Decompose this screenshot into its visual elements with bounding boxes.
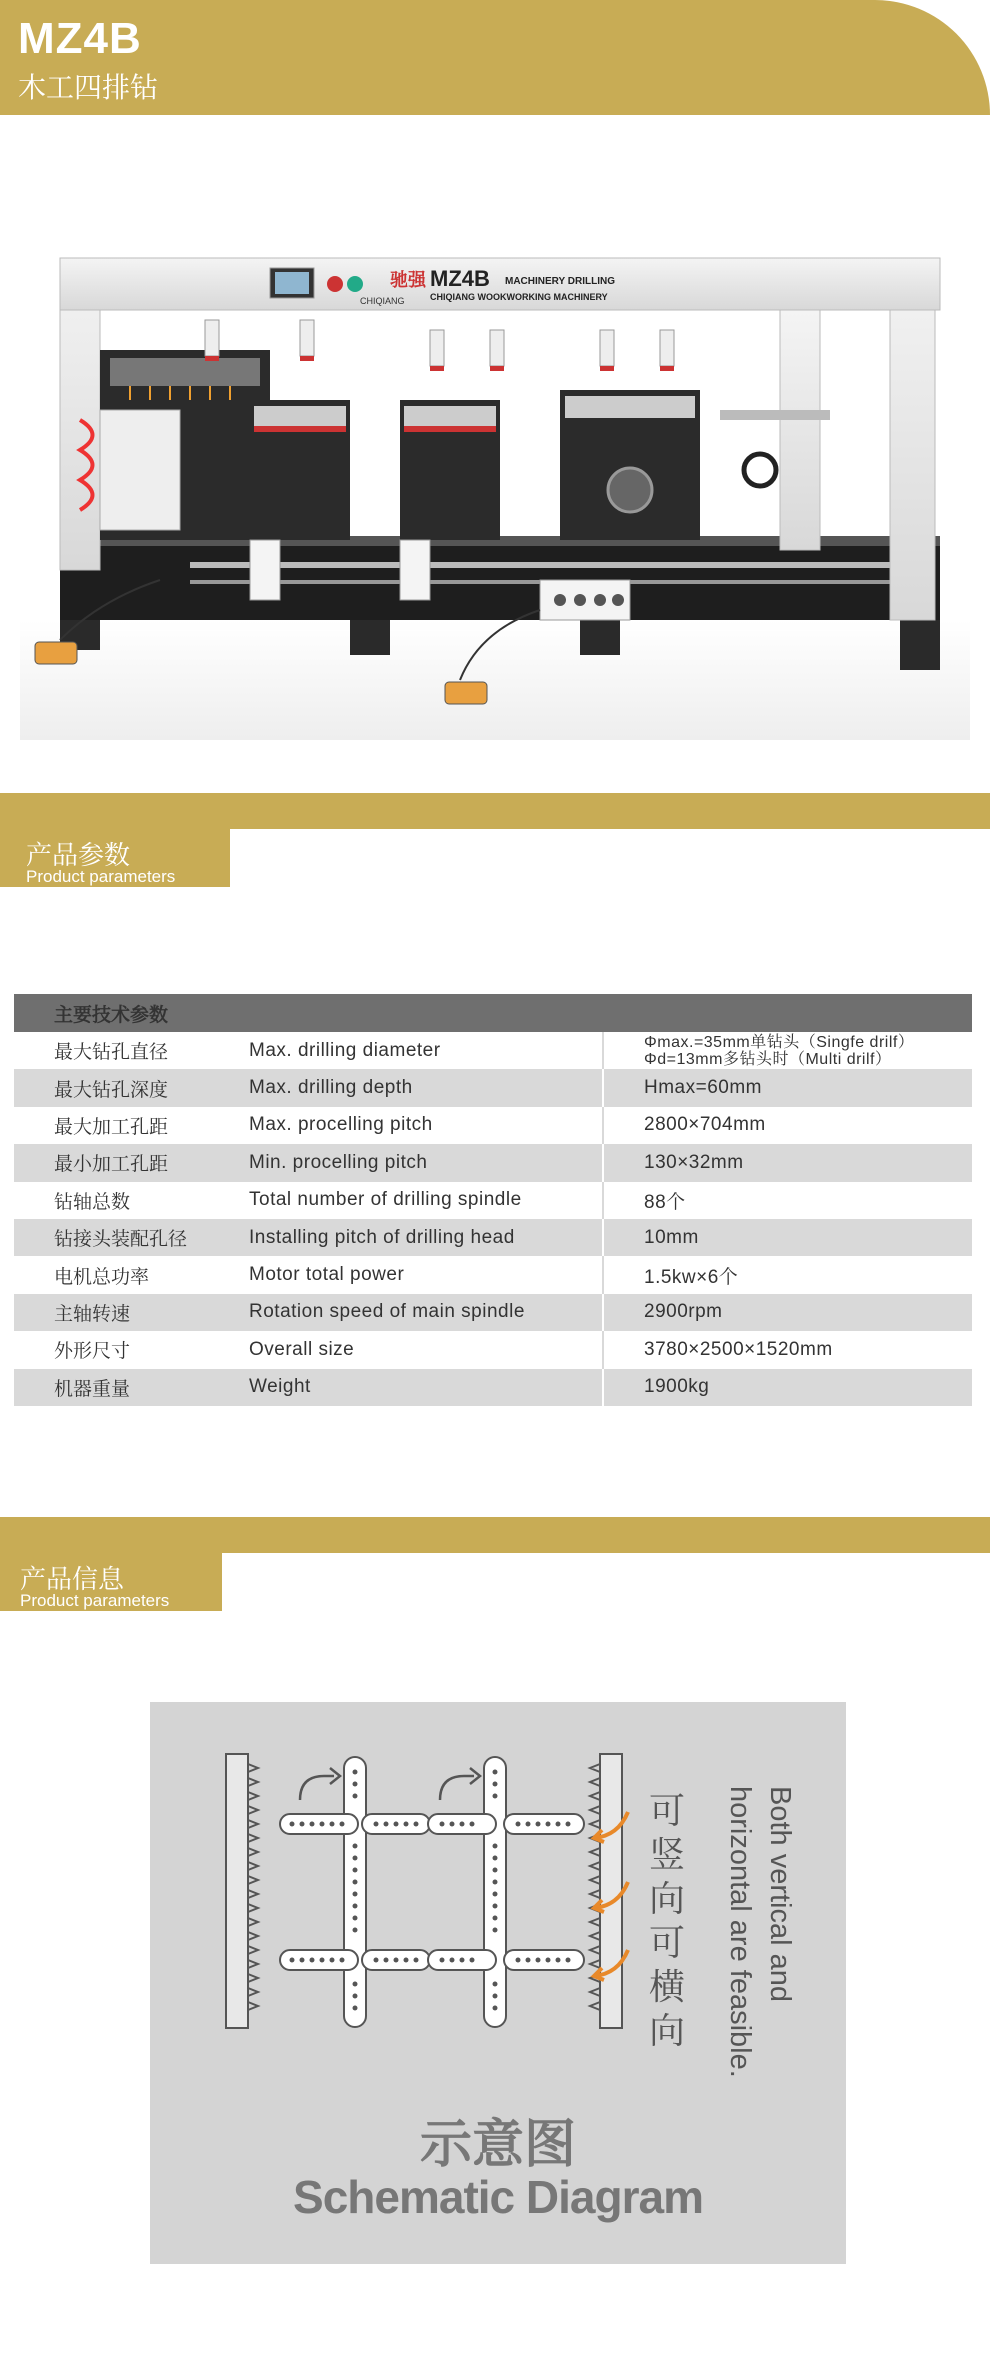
param-cn: 机器重量 bbox=[54, 1377, 131, 1400]
table-row bbox=[14, 1331, 972, 1368]
table-row bbox=[14, 1294, 972, 1331]
rotate-arrow-icon bbox=[300, 1768, 480, 1800]
spec-table bbox=[14, 994, 972, 1406]
param-cn: 钻轴总数 bbox=[54, 1190, 131, 1213]
section2-title-en: Product parameters bbox=[20, 1591, 170, 1610]
param-value: 2800×704mm bbox=[644, 1114, 766, 1136]
table-row bbox=[14, 1032, 972, 1069]
table-row bbox=[14, 1144, 972, 1181]
param-en: Motor total power bbox=[247, 1256, 603, 1293]
plate-model: MZ4B bbox=[430, 266, 490, 291]
param-value: 3780×2500×1520mm bbox=[644, 1338, 833, 1360]
param-cn: 电机总功率 bbox=[54, 1265, 150, 1288]
section1-title-en: Product parameters bbox=[26, 867, 176, 886]
param-en: Rotation speed of main spindle bbox=[247, 1294, 603, 1331]
section2-title bbox=[0, 1553, 222, 1611]
diagram-vertical-en-line1: Both vertical and bbox=[764, 1786, 796, 2003]
param-en: Max. procelling pitch bbox=[247, 1107, 603, 1144]
param-cn: 主轴转速 bbox=[54, 1302, 131, 1325]
diagram-caption-en: Schematic Diagram bbox=[293, 2171, 703, 2223]
diagram-vertical-en-line2: horizontal are feasible. bbox=[724, 1786, 756, 2078]
param-value: Hmax=60mm bbox=[644, 1077, 762, 1099]
plate-brand-en: CHIQIANG bbox=[360, 296, 405, 306]
param-en: Overall size bbox=[247, 1331, 603, 1368]
param-cn: 最大钻孔直径 bbox=[54, 1041, 169, 1064]
param-cn: 外形尺寸 bbox=[54, 1340, 131, 1363]
diagram-caption-cn: 示意图 bbox=[419, 2115, 576, 2175]
param-cn: 最小加工孔距 bbox=[54, 1153, 169, 1176]
section1-title-cn: 产品参数 bbox=[26, 841, 131, 871]
header-banner bbox=[0, 0, 990, 115]
section2-title-cn: 产品信息 bbox=[20, 1565, 125, 1595]
table-header: 主要技术参数 bbox=[54, 1003, 169, 1026]
plate-brand-cn: 驰强 bbox=[390, 270, 426, 290]
param-value bbox=[603, 1032, 972, 1069]
machine-illustration bbox=[20, 240, 970, 740]
param-en: Weight bbox=[247, 1369, 603, 1406]
section2-strip bbox=[0, 1517, 990, 1553]
param-en: Max. drilling depth bbox=[247, 1069, 603, 1106]
schematic-diagram bbox=[150, 1702, 846, 2264]
param-cn: 最大加工孔距 bbox=[54, 1115, 169, 1138]
product-subtitle: 木工四排钻 bbox=[18, 71, 159, 104]
section1-title bbox=[0, 829, 230, 887]
param-cn: 最大钻孔深度 bbox=[54, 1078, 169, 1101]
param-value: 88个 bbox=[644, 1191, 686, 1213]
model-title: MZ4B bbox=[18, 14, 142, 63]
plate-line2: CHIQIANG WOOKWORKING MACHINERY bbox=[430, 292, 608, 302]
param-value-line1: Φmax.=35mm单钻头（Singfe drilf） bbox=[644, 1033, 915, 1051]
param-value: 1900kg bbox=[644, 1376, 710, 1398]
machine-image bbox=[20, 240, 970, 740]
table-row bbox=[14, 1256, 972, 1293]
param-en: Installing pitch of drilling head bbox=[247, 1219, 603, 1256]
param-en: Min. procelling pitch bbox=[247, 1144, 603, 1181]
param-value: 10mm bbox=[644, 1226, 699, 1248]
plate-line1: MACHINERY DRILLING bbox=[505, 276, 615, 287]
param-en: Max. drilling diameter bbox=[247, 1032, 603, 1069]
param-cn: 钻接头装配孔径 bbox=[54, 1228, 188, 1251]
param-en: Total number of drilling spindle bbox=[247, 1182, 603, 1219]
param-value: 130×32mm bbox=[644, 1151, 744, 1173]
table-row bbox=[14, 1069, 972, 1106]
param-value-line2: Φd=13mm多钻头时（Multi drilf） bbox=[644, 1050, 892, 1068]
param-value: 1.5kw×6个 bbox=[644, 1266, 739, 1288]
table-header-row bbox=[14, 994, 972, 1032]
diagram-vertical-en bbox=[720, 1786, 800, 2078]
table-row bbox=[14, 1107, 972, 1144]
table-row bbox=[14, 1369, 972, 1406]
table-row bbox=[14, 1182, 972, 1219]
diagram-vertical-cn: 可竖向可横向 bbox=[648, 1791, 685, 2052]
section1-strip bbox=[0, 793, 990, 829]
table-row bbox=[14, 1219, 972, 1256]
param-value: 2900rpm bbox=[644, 1301, 723, 1323]
